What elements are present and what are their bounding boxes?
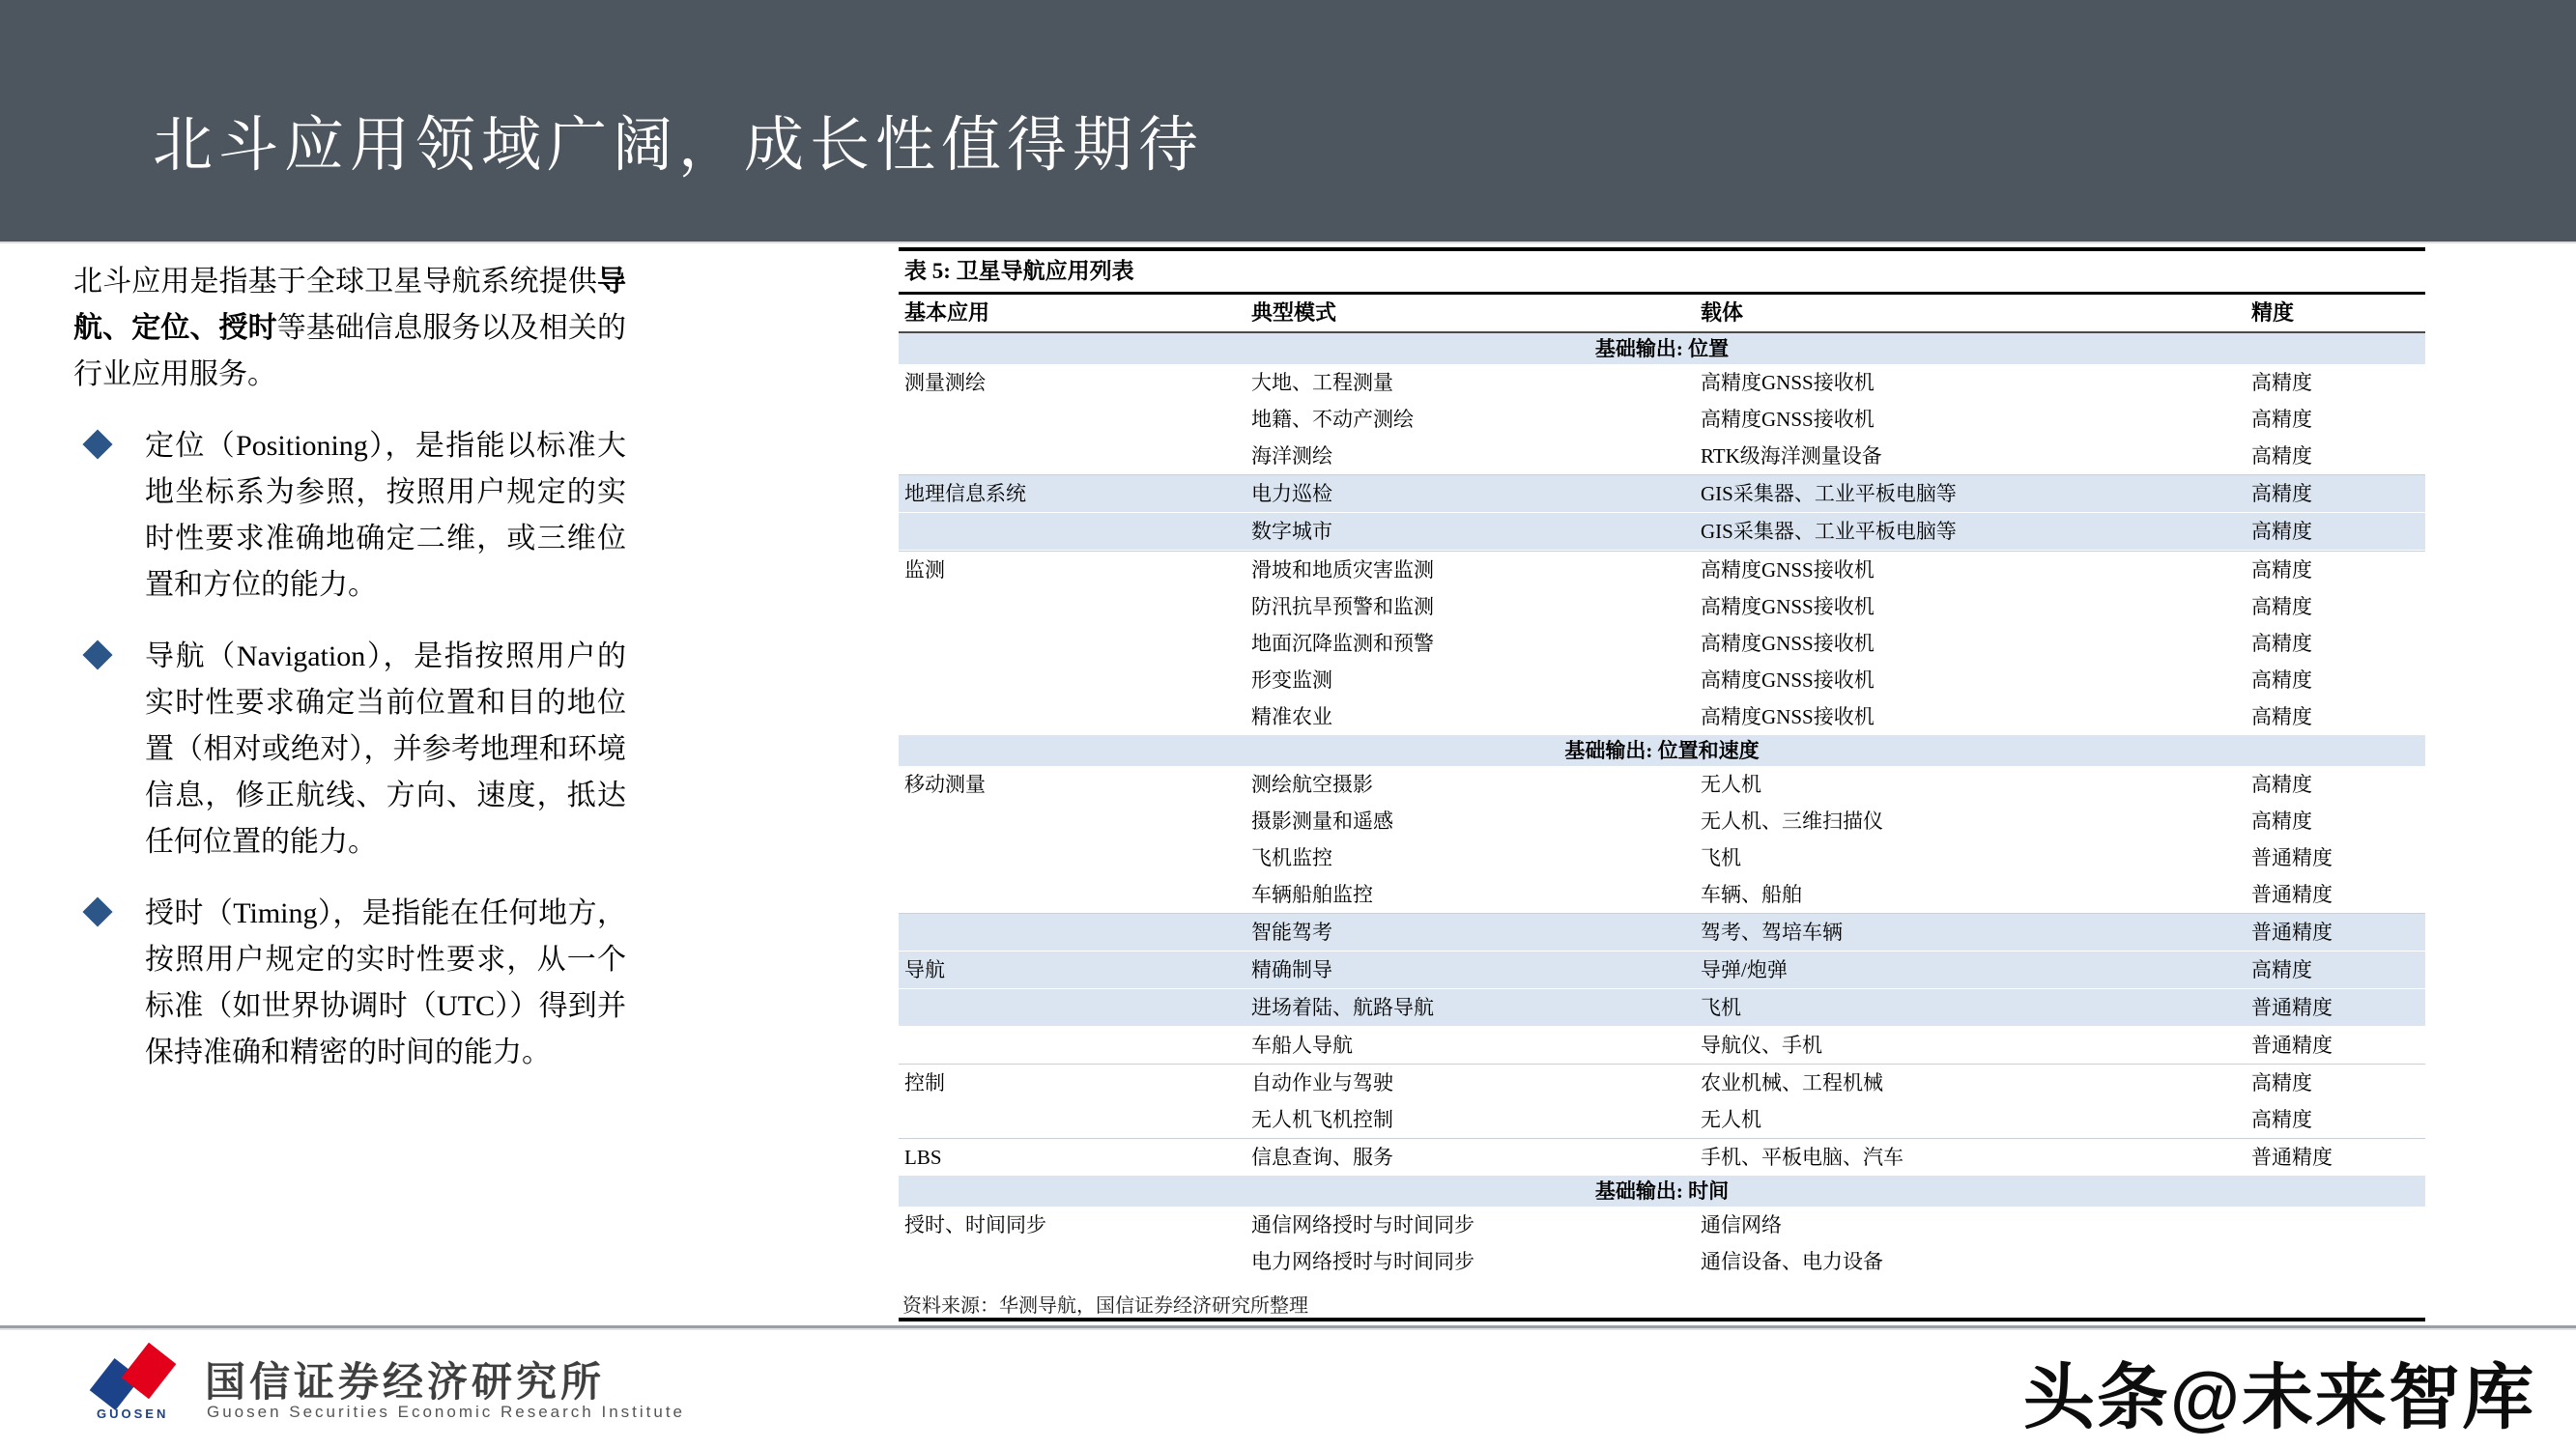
table-cell: 精准农业 — [1251, 705, 1332, 728]
satnav-application-table — [899, 247, 2425, 1321]
table-row — [899, 625, 2425, 662]
table-cell: 监测 — [904, 558, 945, 582]
table-cell: 普通精度 — [2251, 883, 2333, 906]
table-cell: 测量测绘 — [904, 371, 986, 394]
table-cell: 高精度GNSS接收机 — [1701, 705, 1875, 728]
table-cell: 高精度GNSS接收机 — [1701, 668, 1875, 692]
table-cell: 高精度GNSS接收机 — [1701, 595, 1875, 618]
table-cell — [899, 876, 1251, 913]
bullet-item: 定位（Positioning），是指能以标准大地坐标系为参照，按照用户规定的实时性要求准确地确定二维，或三维位置和方位的能力。 — [73, 423, 626, 609]
left-text-column — [73, 259, 626, 1101]
table-row — [899, 551, 2425, 588]
table-cell: LBS — [904, 1146, 942, 1169]
table-cell: 移动测量 — [904, 773, 986, 796]
table-cell: 高精度 — [2251, 408, 2312, 431]
table-cell: 地面沉降监测和预警 — [1251, 632, 1434, 655]
table-cell: 车船人导航 — [1251, 1034, 1353, 1057]
table-cell: 普通精度 — [2251, 846, 2333, 869]
table-row — [899, 364, 2425, 401]
column-header-carrier: 载体 — [1701, 300, 1744, 325]
table-row — [899, 803, 2425, 839]
table-cell — [899, 803, 1251, 839]
table-row — [899, 1101, 2425, 1138]
table-cell — [899, 401, 1251, 438]
table-cell: 普通精度 — [2251, 1034, 2333, 1057]
table-row — [899, 989, 2425, 1027]
footer-divider — [0, 1325, 2576, 1328]
table-cell: 高精度 — [2251, 705, 2312, 728]
diamond-bullet-icon — [82, 429, 112, 459]
table-cell: 普通精度 — [2251, 921, 2333, 944]
logo-wordmark: GUOSEN — [97, 1406, 169, 1421]
table-cell: 高精度 — [2251, 1071, 2312, 1094]
table-cell: 无人机飞机控制 — [1251, 1108, 1393, 1131]
table-row — [899, 588, 2425, 625]
table-cell: RTK级海洋测量设备 — [1701, 444, 1882, 468]
table-row — [899, 766, 2425, 803]
table-cell — [899, 625, 1251, 662]
table-cell: 车辆船舶监控 — [1251, 883, 1373, 906]
table-cell: 车辆、船舶 — [1701, 883, 1802, 906]
table-cell: GIS采集器、工业平板电脑等 — [1701, 482, 1957, 505]
table-cell: 高精度 — [2251, 668, 2312, 692]
table-cell — [899, 914, 1251, 951]
table-cell: 摄影测量和遥感 — [1251, 810, 1393, 833]
table-cell: 导航 — [904, 958, 945, 981]
table-cell — [899, 1243, 1251, 1280]
table-cell: 高精度GNSS接收机 — [1701, 408, 1875, 431]
table-cell: 无人机、三维扫描仪 — [1701, 810, 1883, 833]
table-cell: 电力巡检 — [1251, 482, 1332, 505]
table-cell — [2251, 1243, 2425, 1280]
page-title: 北斗应用领域广阔，成长性值得期待 — [153, 113, 1205, 179]
column-header-precision: 精度 — [2251, 300, 2295, 325]
table-cell: 无人机 — [1701, 1108, 1761, 1131]
intro-paragraph — [73, 259, 626, 398]
table-cell: 高精度 — [2251, 773, 2312, 796]
table-cell: 通信网络授时与时间同步 — [1251, 1213, 1474, 1236]
table-cell: 电力网络授时与时间同步 — [1251, 1250, 1474, 1273]
column-header-typical-mode: 典型模式 — [1251, 300, 1337, 325]
table-cell: 高精度 — [2251, 444, 2312, 468]
table-cell: 自动作业与驾驶 — [1251, 1071, 1393, 1094]
table-cell: 普通精度 — [2251, 1146, 2333, 1169]
table-cell: 海洋测绘 — [1251, 444, 1332, 468]
table-cell: 地理信息系统 — [904, 482, 1026, 505]
bullet-list — [73, 423, 626, 1076]
table-cell: 滑坡和地质灾害监测 — [1251, 558, 1434, 582]
table-cell: 普通精度 — [2251, 996, 2333, 1019]
table-row — [899, 1138, 2425, 1176]
table-cell: 高精度 — [2251, 371, 2312, 394]
table-row — [899, 474, 2425, 513]
table-cell: 高精度GNSS接收机 — [1701, 371, 1875, 394]
section-band: 基础输出: 位置 — [899, 333, 2425, 364]
table-cell: 高精度GNSS接收机 — [1701, 632, 1875, 655]
table-row — [899, 1064, 2425, 1101]
table-row — [899, 952, 2425, 989]
table-cell — [899, 989, 1251, 1026]
table-source-note: 资料来源：华测导航，国信证券经济研究所整理 — [902, 1295, 1308, 1317]
bullet-item: 授时（Timing），是指能在任何地方，按照用户规定的实时性要求，从一个标准（如世界协调时（UTC））得到并保持准确和精密的时间的能力。 — [73, 891, 626, 1076]
table-cell: 进场着陆、航路导航 — [1251, 996, 1434, 1019]
table-cell: 数字城市 — [1251, 520, 1332, 543]
table-cell: 高精度 — [2251, 810, 2312, 833]
table-cell: 无人机 — [1701, 773, 1761, 796]
table-row — [899, 401, 2425, 438]
table-caption: 表 5: 卫星导航应用列表 — [899, 247, 2425, 295]
table-cell: 高精度 — [2251, 958, 2312, 981]
watermark: 头条@未来智库 — [2022, 1357, 2535, 1437]
org-name-cn: 国信证券经济研究所 — [205, 1361, 606, 1406]
table-header-row — [899, 295, 2425, 333]
org-name-en: Guosen Securities Economic Research Institute — [207, 1403, 686, 1421]
table-cell: 飞机 — [1701, 846, 1741, 869]
app-table-body — [899, 333, 2425, 1280]
table-row — [899, 1243, 2425, 1280]
diamond-bullet-icon — [82, 639, 112, 669]
table-cell: 控制 — [904, 1071, 945, 1094]
table-row — [899, 662, 2425, 698]
table-cell — [899, 438, 1251, 474]
table-cell: 农业机械、工程机械 — [1701, 1071, 1883, 1094]
section-band: 基础输出: 时间 — [899, 1176, 2425, 1207]
intro-text-bold: 导航、定位、授时 — [73, 266, 626, 344]
column-header-basic-app: 基本应用 — [904, 300, 990, 325]
table-cell — [899, 662, 1251, 698]
table-cell: 通信设备、电力设备 — [1701, 1250, 1883, 1273]
table-row — [899, 438, 2425, 474]
table-cell: 高精度 — [2251, 482, 2312, 505]
guosen-logo — [97, 1349, 180, 1422]
section-band: 基础输出: 位置和速度 — [899, 735, 2425, 766]
table-cell: 高精度 — [2251, 520, 2312, 543]
table-cell: 飞机监控 — [1251, 846, 1332, 869]
table-cell: 高精度 — [2251, 558, 2312, 582]
header-band — [0, 0, 2576, 243]
table-cell: 导航仪、手机 — [1701, 1034, 1822, 1057]
table-cell: 测绘航空摄影 — [1251, 773, 1373, 796]
table-cell — [899, 1027, 1251, 1064]
table-row — [899, 913, 2425, 952]
table-cell: 高精度GNSS接收机 — [1701, 558, 1875, 582]
table-cell — [2251, 1207, 2425, 1243]
table-cell: 导弹/炮弹 — [1701, 958, 1788, 981]
table-cell — [899, 1101, 1251, 1138]
table-cell — [899, 513, 1251, 550]
table-cell: 高精度 — [2251, 595, 2312, 618]
table-cell: 通信网络 — [1701, 1213, 1782, 1236]
table-cell: 驾考、驾培车辆 — [1701, 921, 1843, 944]
table-cell: 防汛抗旱预警和监测 — [1251, 595, 1434, 618]
table-row — [899, 1027, 2425, 1064]
table-cell: 精确制导 — [1251, 958, 1332, 981]
table-cell: 形变监测 — [1251, 668, 1332, 692]
intro-text-post: 等基础信息服务以及相关的行业应用服务。 — [73, 312, 627, 390]
diamond-bullet-icon — [82, 896, 112, 926]
table-cell: 大地、工程测量 — [1251, 371, 1393, 394]
table-row — [899, 698, 2425, 735]
table-cell — [899, 588, 1251, 625]
table-cell: 高精度 — [2251, 632, 2312, 655]
table-row — [899, 839, 2425, 876]
table-cell: GIS采集器、工业平板电脑等 — [1701, 520, 1957, 543]
table-cell — [899, 698, 1251, 735]
table-cell: 地籍、不动产测绘 — [1251, 408, 1414, 431]
table-cell: 授时、时间同步 — [904, 1213, 1046, 1236]
table-cell: 高精度 — [2251, 1108, 2312, 1131]
intro-text-pre: 北斗应用是指基于全球卫星导航系统提供 — [73, 266, 597, 298]
table-cell: 信息查询、服务 — [1251, 1146, 1393, 1169]
table-cell: 智能驾考 — [1251, 921, 1332, 944]
table-cell: 飞机 — [1701, 996, 1741, 1019]
table-row — [899, 1207, 2425, 1243]
bullet-item: 导航（Navigation），是指按照用户的实时性要求确定当前位置和目的地位置（相对或绝对），并参考地理和环境信息，修正航线、方向、速度，抵达任何位置的能力。 — [73, 634, 626, 866]
table-row — [899, 513, 2425, 551]
table-cell: 手机、平板电脑、汽车 — [1701, 1146, 1903, 1169]
table-cell — [899, 839, 1251, 876]
table-row — [899, 876, 2425, 913]
